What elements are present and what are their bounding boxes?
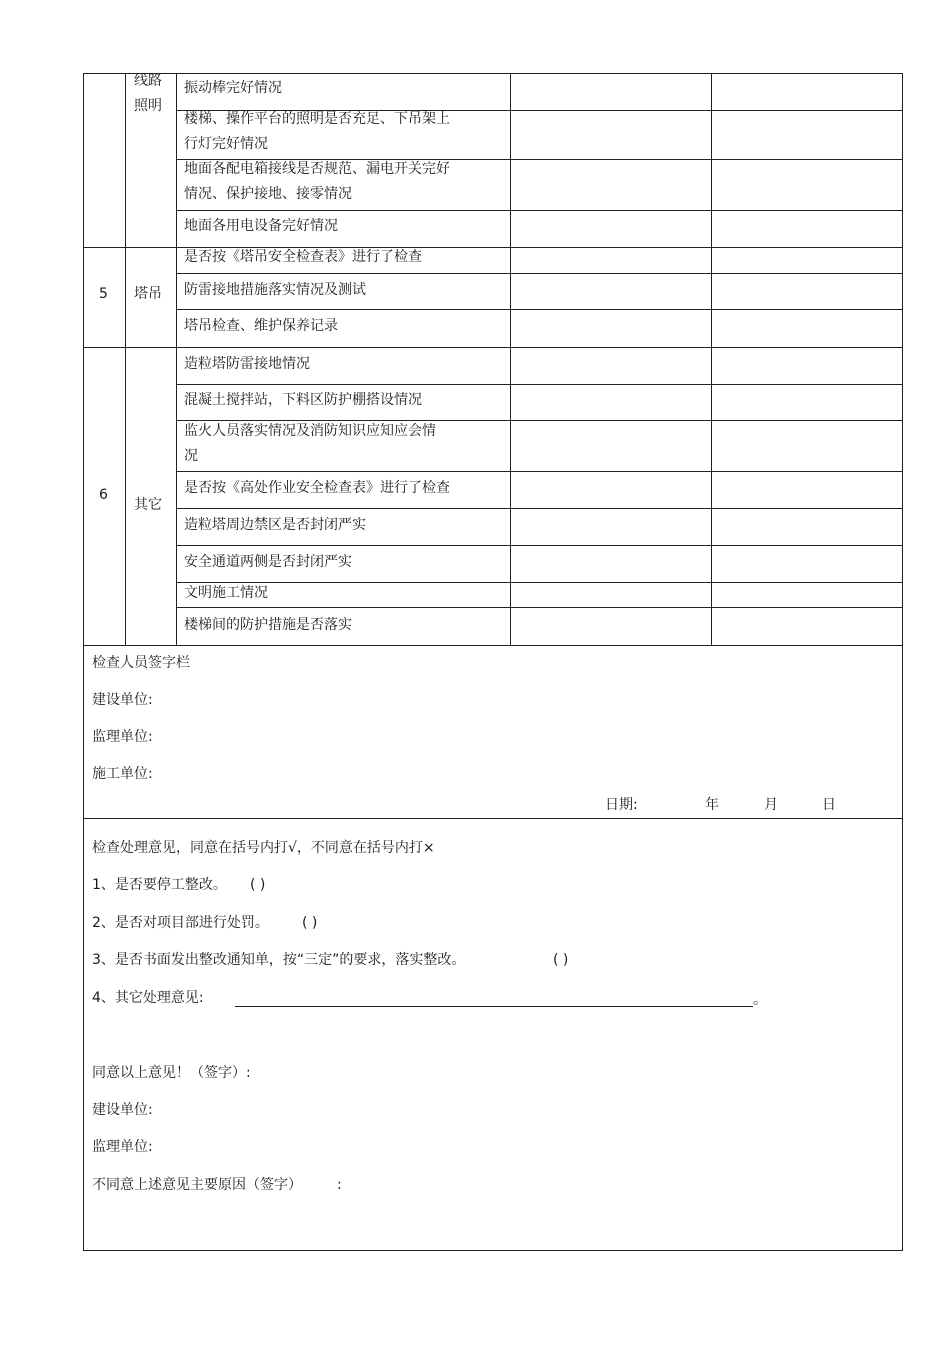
disagree-reason-colon: : <box>337 1177 342 1193</box>
check-item: 混凝土搅拌站，下料区防护棚搭设情况 <box>184 392 422 408</box>
opinion-heading: 检查处理意见，同意在括号内打√，不同意在括号内打× <box>92 840 435 856</box>
check-item: 楼梯间的防护措施是否落实 <box>184 617 352 633</box>
row-divider <box>176 508 903 509</box>
col-divider-no <box>125 73 126 646</box>
check-item: 楼梯、操作平台的照明是否充足、下吊架上 <box>184 111 450 127</box>
disagree-reason-label: 不同意上述意见主要原因（签字） <box>92 1177 302 1193</box>
check-item: 振动棒完好情况 <box>184 80 282 96</box>
check-item: 情况、保护接地、接零情况 <box>184 186 352 202</box>
section-number: 5 <box>99 286 108 302</box>
opinion-item-4-end: 。 <box>753 992 767 1008</box>
agree-signature-heading: 同意以上意见！（签字）: <box>92 1065 251 1081</box>
check-item: 是否按《高处作业安全检查表》进行了检查 <box>184 480 450 496</box>
build-unit-signature-field[interactable]: 建设单位: <box>92 692 153 708</box>
check-item: 监火人员落实情况及消防知识应知应会情 <box>184 423 436 439</box>
category-label: 线路 <box>134 73 162 89</box>
date-month[interactable]: 月 <box>764 797 778 813</box>
agree-supervise-unit-field[interactable]: 监理单位: <box>92 1139 153 1155</box>
check-item: 安全通道两侧是否封闭严实 <box>184 554 352 570</box>
date-year[interactable]: 年 <box>705 797 719 813</box>
check-item: 塔吊检查、维护保养记录 <box>184 318 338 334</box>
section-divider <box>83 645 903 646</box>
row-divider <box>176 582 903 583</box>
check-item: 造粒塔防雷接地情况 <box>184 356 310 372</box>
row-divider <box>176 607 903 608</box>
opinion-item-1-checkbox[interactable]: ( ) <box>250 877 266 893</box>
supervise-unit-signature-field[interactable]: 监理单位: <box>92 729 153 745</box>
check-item: 地面各配电箱接线是否规范、漏电开关完好 <box>184 161 450 177</box>
category-label: 照明 <box>134 98 162 114</box>
check-item: 况 <box>184 448 198 464</box>
date-label: 日期: <box>605 797 638 813</box>
opinion-item-3-checkbox[interactable]: ( ) <box>553 952 569 968</box>
row-divider <box>176 210 903 211</box>
check-item: 地面各用电设备完好情况 <box>184 218 338 234</box>
section-divider <box>83 818 903 819</box>
opinion-item-4: 4、其它处理意见: <box>92 990 204 1006</box>
agree-build-unit-field[interactable]: 建设单位: <box>92 1102 153 1118</box>
opinion-item-2: 2、是否对项目部进行处罚。 <box>92 915 269 931</box>
section-divider <box>83 347 903 348</box>
opinion-item-3: 3、是否书面发出整改通知单，按“三定”的要求，落实整改。 <box>92 952 466 968</box>
construction-unit-signature-field[interactable]: 施工单位: <box>92 766 153 782</box>
date-day[interactable]: 日 <box>822 797 836 813</box>
check-item: 防雷接地措施落实情况及测试 <box>184 282 366 298</box>
opinion-item-2-checkbox[interactable]: ( ) <box>302 915 318 931</box>
row-divider <box>176 273 903 274</box>
row-divider <box>176 471 903 472</box>
check-item: 行灯完好情况 <box>184 136 268 152</box>
category-label: 塔吊 <box>134 286 162 302</box>
row-divider <box>176 545 903 546</box>
category-label: 其它 <box>134 497 162 513</box>
check-item: 是否按《塔吊安全检查表》进行了检查 <box>184 249 422 265</box>
other-opinion-input-line[interactable] <box>235 1006 753 1007</box>
opinion-item-1: 1、是否要停工整改。 <box>92 877 227 893</box>
check-item: 造粒塔周边禁区是否封闭严实 <box>184 517 366 533</box>
check-item: 文明施工情况 <box>184 585 268 601</box>
section-number: 6 <box>99 487 108 503</box>
row-divider <box>176 309 903 310</box>
row-divider <box>176 384 903 385</box>
signature-heading: 检查人员签字栏 <box>92 655 190 671</box>
